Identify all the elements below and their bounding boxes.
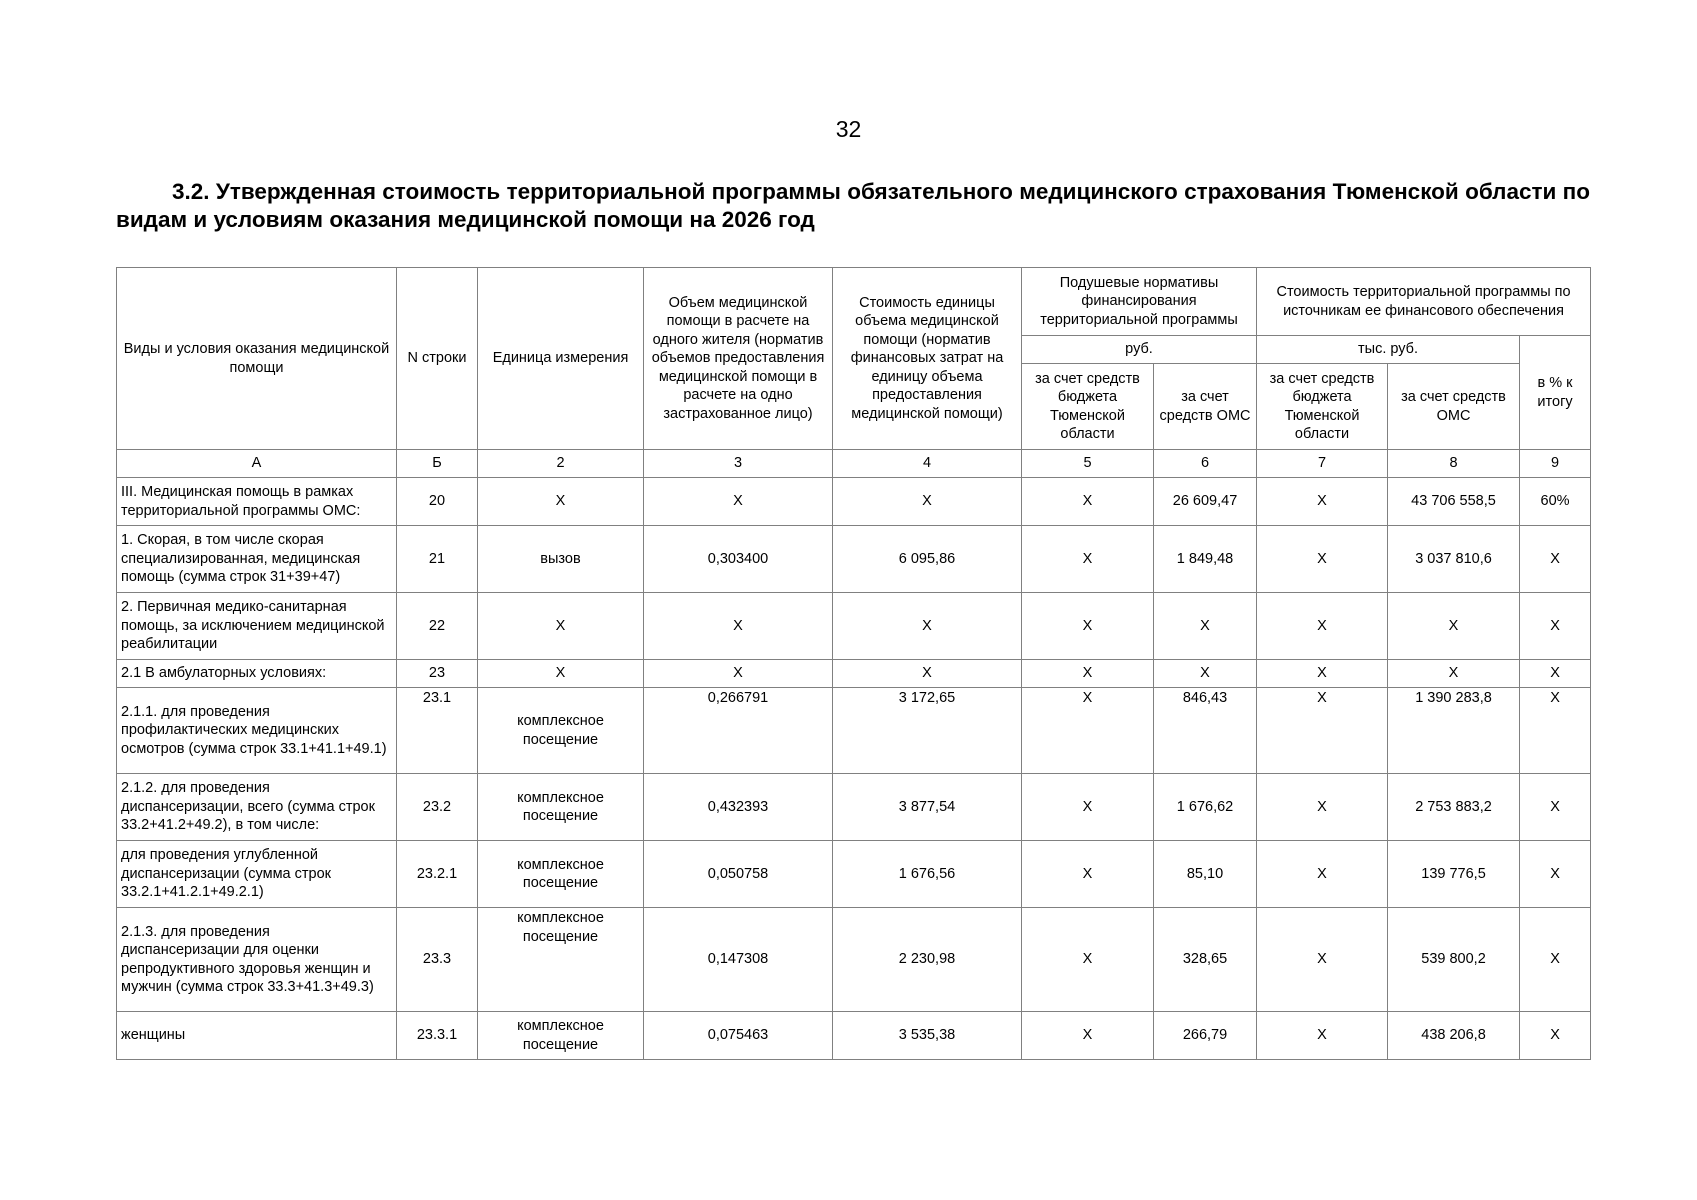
- row-cost-oms: 3 037 810,6: [1388, 526, 1520, 593]
- row-unit: X: [478, 660, 644, 688]
- table-row: [117, 593, 1591, 660]
- row-number: 23.2: [397, 774, 478, 841]
- header-col-2: Единица измерения: [478, 268, 644, 450]
- row-percapita-budget: X: [1022, 526, 1154, 593]
- column-number: 8: [1388, 450, 1520, 478]
- row-number: 23: [397, 660, 478, 688]
- row-percent: X: [1520, 526, 1591, 593]
- row-number: 23.3.1: [397, 1012, 478, 1060]
- column-number: 6: [1154, 450, 1257, 478]
- row-cost-budget: X: [1257, 688, 1388, 774]
- row-volume: X: [644, 660, 833, 688]
- row-percent: X: [1520, 593, 1591, 660]
- row-cost-budget: X: [1257, 841, 1388, 908]
- row-percapita-budget: X: [1022, 1012, 1154, 1060]
- column-number: 3: [644, 450, 833, 478]
- column-number: 7: [1257, 450, 1388, 478]
- row-cost-budget: X: [1257, 908, 1388, 1012]
- header-group-cost: Стоимость территориальной программы по источникам ее финансового обеспечения: [1257, 268, 1591, 336]
- row-unit-cost: 3 535,38: [833, 1012, 1022, 1060]
- row-cost-budget: X: [1257, 774, 1388, 841]
- row-name: 2. Первичная медико-санитарная помощь, за исключением медицинской реабилитации: [117, 593, 397, 660]
- header-col-7: за счет средств бюджета Тюменской области: [1257, 364, 1388, 450]
- row-cost-budget: X: [1257, 1012, 1388, 1060]
- row-unit-cost: X: [833, 660, 1022, 688]
- row-percapita-oms: 1 849,48: [1154, 526, 1257, 593]
- row-volume: 0,266791: [644, 688, 833, 774]
- row-cost-oms: X: [1388, 660, 1520, 688]
- row-percapita-oms: 846,43: [1154, 688, 1257, 774]
- row-cost-oms: 139 776,5: [1388, 841, 1520, 908]
- header-col-a: Виды и условия оказания медицинской помощи: [117, 268, 397, 450]
- header-group-percapita: Подушевые нормативы финансирования территориальной программы: [1022, 268, 1257, 336]
- row-percapita-oms: 26 609,47: [1154, 478, 1257, 526]
- table-row: [117, 1012, 1591, 1060]
- row-percapita-budget: X: [1022, 908, 1154, 1012]
- row-percapita-oms: X: [1154, 660, 1257, 688]
- row-volume: 0,147308: [644, 908, 833, 1012]
- row-unit-cost: 6 095,86: [833, 526, 1022, 593]
- header-col-4: Стоимость единицы объема медицинской помощи (норматив финансовых затрат на единицу объема предоставления медицинской помощи): [833, 268, 1022, 450]
- row-unit-cost: 3 172,65: [833, 688, 1022, 774]
- row-unit-cost: 3 877,54: [833, 774, 1022, 841]
- column-number: А: [117, 450, 397, 478]
- row-percapita-budget: X: [1022, 478, 1154, 526]
- row-cost-oms: 2 753 883,2: [1388, 774, 1520, 841]
- header-unit-thous: тыс. руб.: [1257, 336, 1520, 364]
- table-row: [117, 478, 1591, 526]
- row-percapita-budget: X: [1022, 841, 1154, 908]
- table-row: [117, 688, 1591, 774]
- row-number: 21: [397, 526, 478, 593]
- row-cost-budget: X: [1257, 593, 1388, 660]
- header-col-8: за счет средств ОМС: [1388, 364, 1520, 450]
- row-unit: комплексное посещение: [478, 908, 644, 1012]
- column-number: 4: [833, 450, 1022, 478]
- row-percapita-budget: X: [1022, 688, 1154, 774]
- row-unit: комплексное посещение: [478, 774, 644, 841]
- header-col-b: N строки: [397, 268, 478, 450]
- row-unit: комплексное посещение: [478, 688, 644, 774]
- row-cost-oms: 43 706 558,5: [1388, 478, 1520, 526]
- table-row: [117, 908, 1591, 1012]
- row-name: 2.1.3. для проведения диспансеризации для оценки репродуктивного здоровья женщин и мужчин (сумма строк 33.3+41.3+49.3): [117, 908, 397, 1012]
- row-percapita-oms: 266,79: [1154, 1012, 1257, 1060]
- row-unit-cost: 2 230,98: [833, 908, 1022, 1012]
- row-unit: комплексное посещение: [478, 1012, 644, 1060]
- row-percapita-oms: X: [1154, 593, 1257, 660]
- table-row: [117, 841, 1591, 908]
- row-name: 1. Скорая, в том числе скорая специализированная, медицинская помощь (сумма строк 31+39+47): [117, 526, 397, 593]
- header-col-5: за счет средств бюджета Тюменской области: [1022, 364, 1154, 450]
- row-number: 22: [397, 593, 478, 660]
- table-row: [117, 526, 1591, 593]
- row-unit-cost: X: [833, 593, 1022, 660]
- row-cost-budget: X: [1257, 526, 1388, 593]
- row-unit: X: [478, 478, 644, 526]
- row-percent: X: [1520, 841, 1591, 908]
- row-percent: X: [1520, 774, 1591, 841]
- row-name: 2.1.1. для проведения профилактических медицинских осмотров (сумма строк 33.1+41.1+49.1): [117, 688, 397, 774]
- row-volume: 0,432393: [644, 774, 833, 841]
- row-name: 2.1.2. для проведения диспансеризации, всего (сумма строк 33.2+41.2+49.2), в том числе:: [117, 774, 397, 841]
- row-number: 23.2.1: [397, 841, 478, 908]
- row-volume: X: [644, 478, 833, 526]
- header-col-9: в % к итогу: [1520, 336, 1591, 450]
- row-unit: комплексное посещение: [478, 841, 644, 908]
- page-number: 32: [835, 116, 862, 142]
- row-cost-oms: X: [1388, 593, 1520, 660]
- row-cost-budget: X: [1257, 660, 1388, 688]
- table-row: [117, 774, 1591, 841]
- row-percapita-budget: X: [1022, 774, 1154, 841]
- row-percent: X: [1520, 908, 1591, 1012]
- row-number: 23.1: [397, 688, 478, 774]
- row-cost-oms: 438 206,8: [1388, 1012, 1520, 1060]
- row-percent: X: [1520, 660, 1591, 688]
- row-unit: вызов: [478, 526, 644, 593]
- table-row: [117, 660, 1591, 688]
- row-cost-oms: 1 390 283,8: [1388, 688, 1520, 774]
- row-volume: 0,075463: [644, 1012, 833, 1060]
- row-number: 20: [397, 478, 478, 526]
- cost-table: [116, 267, 1591, 1060]
- document-title: 3.2. Утвержденная стоимость территориальной программы обязательного медицинского страхования Тюменской области по видам и условиям оказания медицинской помощи на 2026 год: [116, 179, 1590, 232]
- row-name: III. Медицинская помощь в рамках территориальной программы ОМС:: [117, 478, 397, 526]
- column-number: 2: [478, 450, 644, 478]
- column-number: 9: [1520, 450, 1591, 478]
- row-percent: X: [1520, 1012, 1591, 1060]
- row-percapita-oms: 328,65: [1154, 908, 1257, 1012]
- row-percent: 60%: [1520, 478, 1591, 526]
- row-unit-cost: X: [833, 478, 1022, 526]
- row-unit: X: [478, 593, 644, 660]
- row-name: для проведения углубленной диспансеризации (сумма строк 33.2.1+41.2.1+49.2.1): [117, 841, 397, 908]
- row-percapita-oms: 1 676,62: [1154, 774, 1257, 841]
- header-unit-rub: руб.: [1022, 336, 1257, 364]
- header-col-3: Объем медицинской помощи в расчете на одного жителя (норматив объемов предоставления медицинской помощи в расчете на одно застрахованное лицо): [644, 268, 833, 450]
- column-numbers-row: [117, 450, 1591, 478]
- row-number: 23.3: [397, 908, 478, 1012]
- row-volume: 0,050758: [644, 841, 833, 908]
- column-number: Б: [397, 450, 478, 478]
- row-percent: X: [1520, 688, 1591, 774]
- row-percapita-oms: 85,10: [1154, 841, 1257, 908]
- row-cost-budget: X: [1257, 478, 1388, 526]
- column-number: 5: [1022, 450, 1154, 478]
- row-cost-oms: 539 800,2: [1388, 908, 1520, 1012]
- row-percapita-budget: X: [1022, 593, 1154, 660]
- row-name: женщины: [117, 1012, 397, 1060]
- row-volume: 0,303400: [644, 526, 833, 593]
- header-col-6: за счет средств ОМС: [1154, 364, 1257, 450]
- row-volume: X: [644, 593, 833, 660]
- row-unit-cost: 1 676,56: [833, 841, 1022, 908]
- row-percapita-budget: X: [1022, 660, 1154, 688]
- row-name: 2.1 В амбулаторных условиях:: [117, 660, 397, 688]
